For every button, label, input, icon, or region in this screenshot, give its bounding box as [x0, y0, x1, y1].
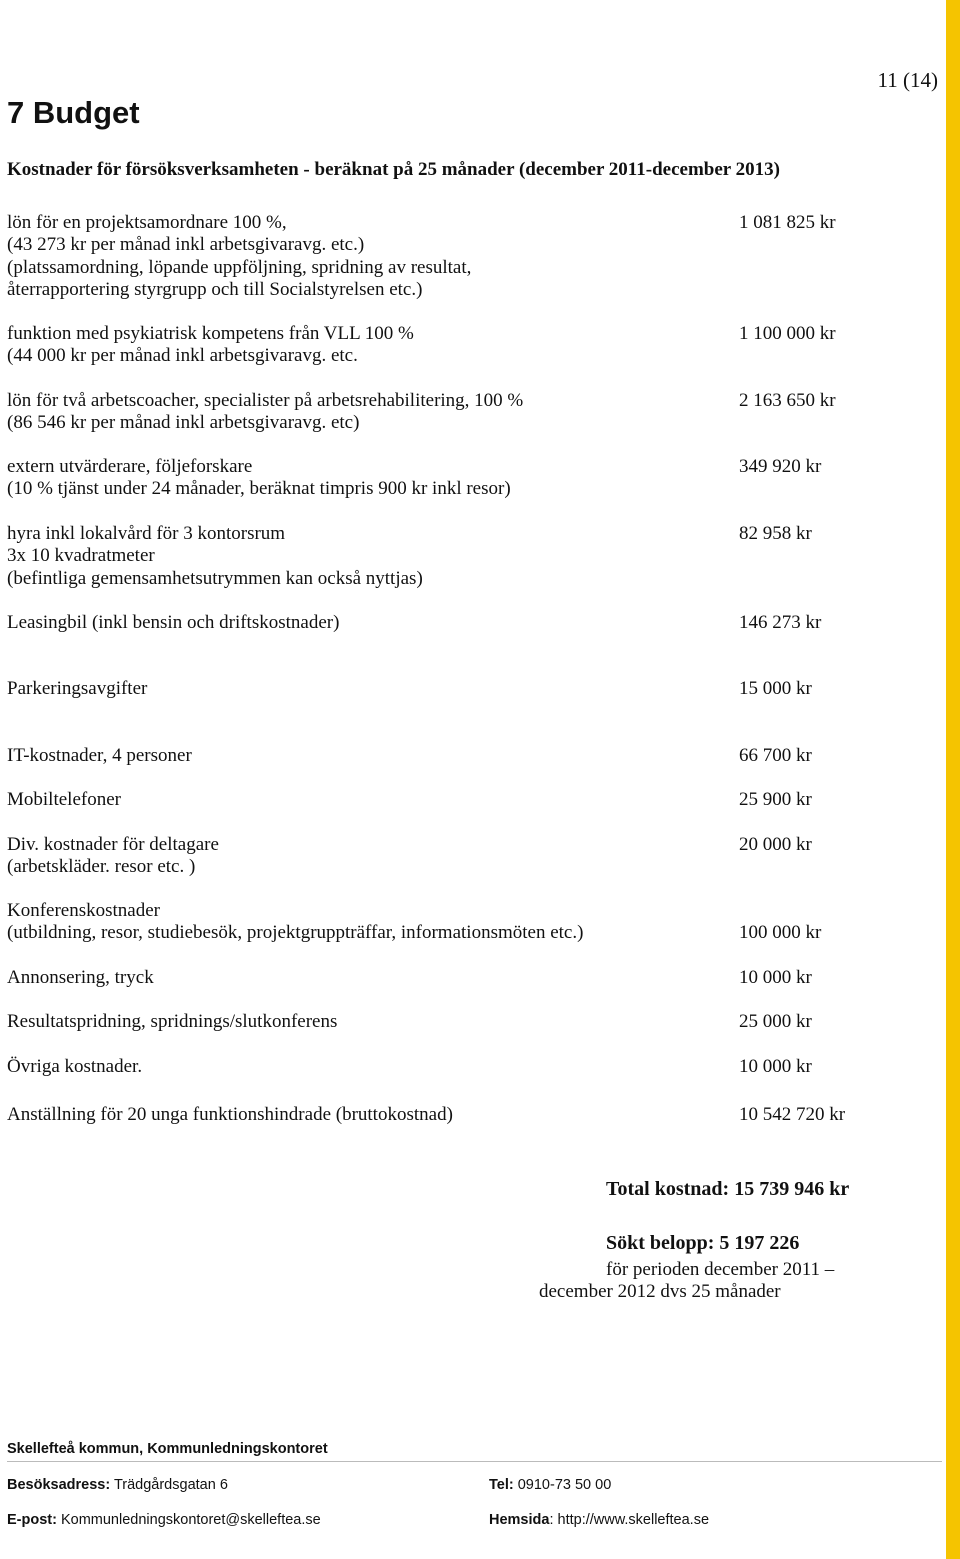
description-line: Parkeringsavgifter: [7, 678, 148, 699]
footer-tel-label: Tel:: [489, 1477, 514, 1493]
description-line: (44 000 kr per månad inkl arbetsgivaravg. etc.: [7, 345, 358, 367]
period-text-line-2: december 2012 dvs 25 månader: [539, 1281, 781, 1302]
budget-item-description: [7, 612, 727, 634]
applied-amount: Sökt belopp: 5 197 226: [606, 1232, 800, 1254]
total-cost: Total kostnad: 15 739 946 kr: [606, 1178, 850, 1200]
description-line: (43 273 kr per månad inkl arbetsgivaravg. etc.): [7, 234, 365, 256]
budget-item-amount: 10 000 kr: [739, 967, 812, 988]
accent-bar: [946, 0, 960, 1559]
description-line: hyra inkl lokalvård för 3 kontorsrum: [7, 523, 286, 544]
description-line: (arbetskläder. resor etc. ): [7, 856, 196, 878]
budget-item-description: [7, 678, 727, 700]
page-number: 11 (14): [877, 68, 938, 92]
footer-visit-label: Besöksadress:: [7, 1477, 111, 1493]
budget-item-description: [7, 789, 727, 811]
description-line: Mobiltelefoner: [7, 789, 121, 810]
footer-email-label: E-post:: [7, 1512, 57, 1528]
footer-website: [489, 1512, 709, 1528]
section-subheading: Kostnader för försöksverksamheten - beräknat på 25 månader (december 2011-december 2013): [7, 159, 780, 180]
description-line: Div. kostnader för deltagare: [7, 834, 219, 855]
footer-visit-address: [7, 1477, 228, 1493]
footer-divider: [7, 1461, 942, 1462]
budget-item-amount: 1 081 825 kr: [739, 212, 836, 233]
budget-item-amount: 146 273 kr: [739, 612, 822, 633]
description-line: återrapportering styrgrupp och till Socialstyrelsen etc.): [7, 278, 423, 300]
budget-item-description: [7, 1104, 727, 1126]
budget-item-amount: 100 000 kr: [739, 922, 822, 944]
description-line: Övriga kostnader.: [7, 1056, 143, 1077]
description-line: IT-kostnader, 4 personer: [7, 745, 192, 766]
budget-item-description: [7, 1056, 727, 1078]
footer-tel-value: 0910-73 50 00: [517, 1477, 612, 1493]
description-line: (befintliga gemensamhetsutrymmen kan också nyttjas): [7, 567, 423, 589]
budget-item-amount: 20 000 kr: [739, 834, 812, 855]
budget-item-description: [7, 523, 727, 590]
budget-item-amount: 349 920 kr: [739, 456, 822, 477]
budget-item-amount: 10 542 720 kr: [739, 1104, 846, 1125]
budget-item-description: [7, 456, 727, 501]
budget-item-amount: 2 163 650 kr: [739, 390, 836, 411]
footer-web-value[interactable]: : http://www.skelleftea.se: [549, 1512, 710, 1528]
description-line: Annonsering, tryck: [7, 967, 154, 988]
budget-item-description: [7, 834, 727, 879]
budget-item-amount: 1 100 000 kr: [739, 323, 836, 344]
footer-telephone: [489, 1477, 611, 1493]
description-line: (10 % tjänst under 24 månader, beräknat timpris 900 kr inkl resor): [7, 478, 511, 500]
description-line: Leasingbil (inkl bensin och driftskostnader): [7, 612, 340, 633]
budget-item-amount: 25 000 kr: [739, 1011, 812, 1032]
budget-item-amount: 66 700 kr: [739, 745, 812, 766]
footer-email-value[interactable]: Kommunledningskontoret@skelleftea.se: [60, 1512, 321, 1528]
budget-item-description: [7, 745, 727, 767]
description-line: 3x 10 kvadratmeter: [7, 545, 155, 567]
description-line: Konferenskostnader: [7, 900, 161, 921]
description-line: extern utvärderare, följeforskare: [7, 456, 253, 477]
budget-item-amount: 82 958 kr: [739, 523, 812, 544]
description-line: (86 546 kr per månad inkl arbetsgivaravg. etc): [7, 412, 360, 434]
description-line: Resultatspridning, spridnings/slutkonferens: [7, 1011, 338, 1032]
footer-visit-value: Trädgårdsgatan 6: [113, 1477, 228, 1493]
page-heading: 7 Budget: [7, 95, 140, 130]
budget-item-description: [7, 900, 727, 945]
budget-item-description: [7, 323, 727, 368]
budget-item-description: [7, 1011, 727, 1033]
description-line: lön för två arbetscoacher, specialister på arbetsrehabilitering, 100 %: [7, 390, 524, 411]
budget-item-description: [7, 967, 727, 989]
description-line: (utbildning, resor, studiebesök, projektgruppträffar, informationsmöten etc.): [7, 922, 584, 944]
budget-item-amount: 10 000 kr: [739, 1056, 812, 1077]
period-text-line-1: för perioden december 2011 –: [606, 1259, 835, 1280]
budget-item-description: [7, 390, 727, 435]
description-line: funktion med psykiatrisk kompetens från VLL 100 %: [7, 323, 414, 344]
description-line: Anställning för 20 unga funktionshindrade (bruttokostnad): [7, 1104, 453, 1125]
description-line: (platssamordning, löpande uppföljning, spridning av resultat,: [7, 256, 472, 278]
description-line: lön för en projektsamordnare 100 %,: [7, 212, 287, 233]
footer-organization: Skellefteå kommun, Kommunledningskontoret: [7, 1441, 328, 1457]
budget-item-description: [7, 212, 727, 301]
footer-email: [7, 1512, 321, 1528]
budget-item-amount: 15 000 kr: [739, 678, 812, 699]
budget-item-amount: 25 900 kr: [739, 789, 812, 810]
footer-web-label: Hemsida: [489, 1512, 550, 1528]
